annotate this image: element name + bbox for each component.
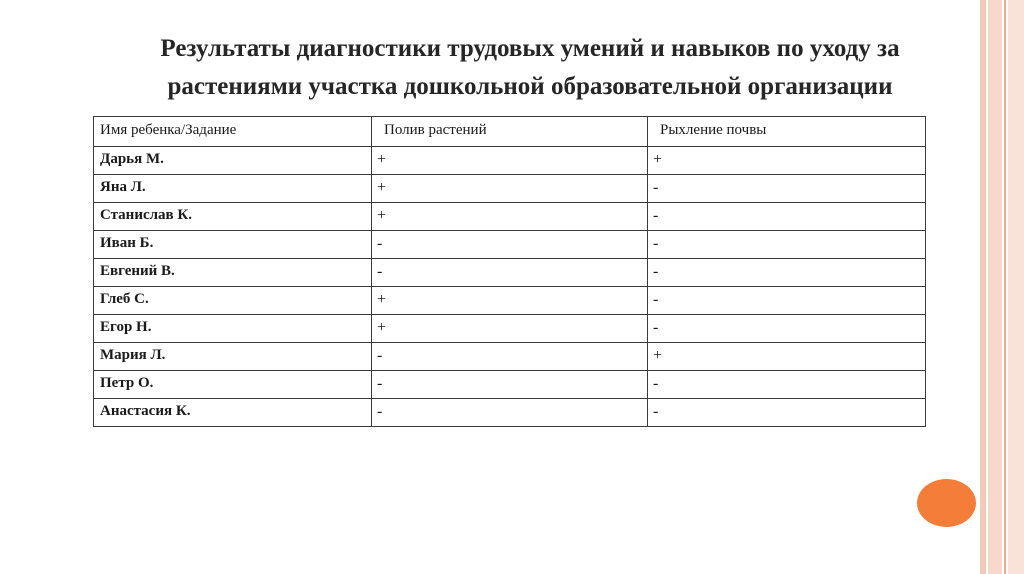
watering-result: - (372, 259, 648, 287)
watering-result: + (372, 315, 648, 343)
loosening-result: - (648, 203, 926, 231)
table-row (94, 343, 926, 371)
results-table (93, 116, 926, 427)
child-name: Яна Л. (94, 175, 372, 203)
child-name: Егор Н. (94, 315, 372, 343)
loosening-result: - (648, 175, 926, 203)
table-row (94, 147, 926, 175)
watering-result: + (372, 147, 648, 175)
child-name: Мария Л. (94, 343, 372, 371)
table-row (94, 259, 926, 287)
watering-result: - (372, 399, 648, 427)
loosening-result: + (648, 147, 926, 175)
header-loosening: Рыхление почвы (648, 117, 926, 147)
title-line-2: растениями участка дошкольной образовательной организации (167, 73, 893, 100)
child-name: Дарья М. (94, 147, 372, 175)
loosening-result: - (648, 371, 926, 399)
watering-result: + (372, 203, 648, 231)
child-name: Евгений В. (94, 259, 372, 287)
child-name: Иван Б. (94, 231, 372, 259)
table-row (94, 231, 926, 259)
header-child-name: Имя ребенка/Задание (94, 117, 372, 147)
table-header-row (94, 117, 926, 147)
header-watering: Полив растений (372, 117, 648, 147)
table-row (94, 203, 926, 231)
child-name: Глеб С. (94, 287, 372, 315)
table-row (94, 315, 926, 343)
watering-result: + (372, 287, 648, 315)
decor-stripe (1008, 0, 1024, 574)
loosening-result: - (648, 287, 926, 315)
child-name: Станислав К. (94, 203, 372, 231)
slide-title (60, 30, 1000, 106)
loosening-result: - (648, 315, 926, 343)
child-name: Анастасия К. (94, 399, 372, 427)
watering-result: - (372, 371, 648, 399)
table-row (94, 175, 926, 203)
table-row (94, 371, 926, 399)
results-table-container (93, 116, 926, 427)
table-row (94, 399, 926, 427)
loosening-result: - (648, 399, 926, 427)
child-name: Петр О. (94, 371, 372, 399)
watering-result: - (372, 343, 648, 371)
table-row (94, 287, 926, 315)
loosening-result: + (648, 343, 926, 371)
decor-orange-circle (917, 479, 976, 527)
decor-stripe (1004, 0, 1006, 574)
loosening-result: - (648, 259, 926, 287)
loosening-result: - (648, 231, 926, 259)
watering-result: + (372, 175, 648, 203)
title-line-1: Результаты диагностики трудовых умений и навыков по уходу за (160, 35, 900, 62)
watering-result: - (372, 231, 648, 259)
